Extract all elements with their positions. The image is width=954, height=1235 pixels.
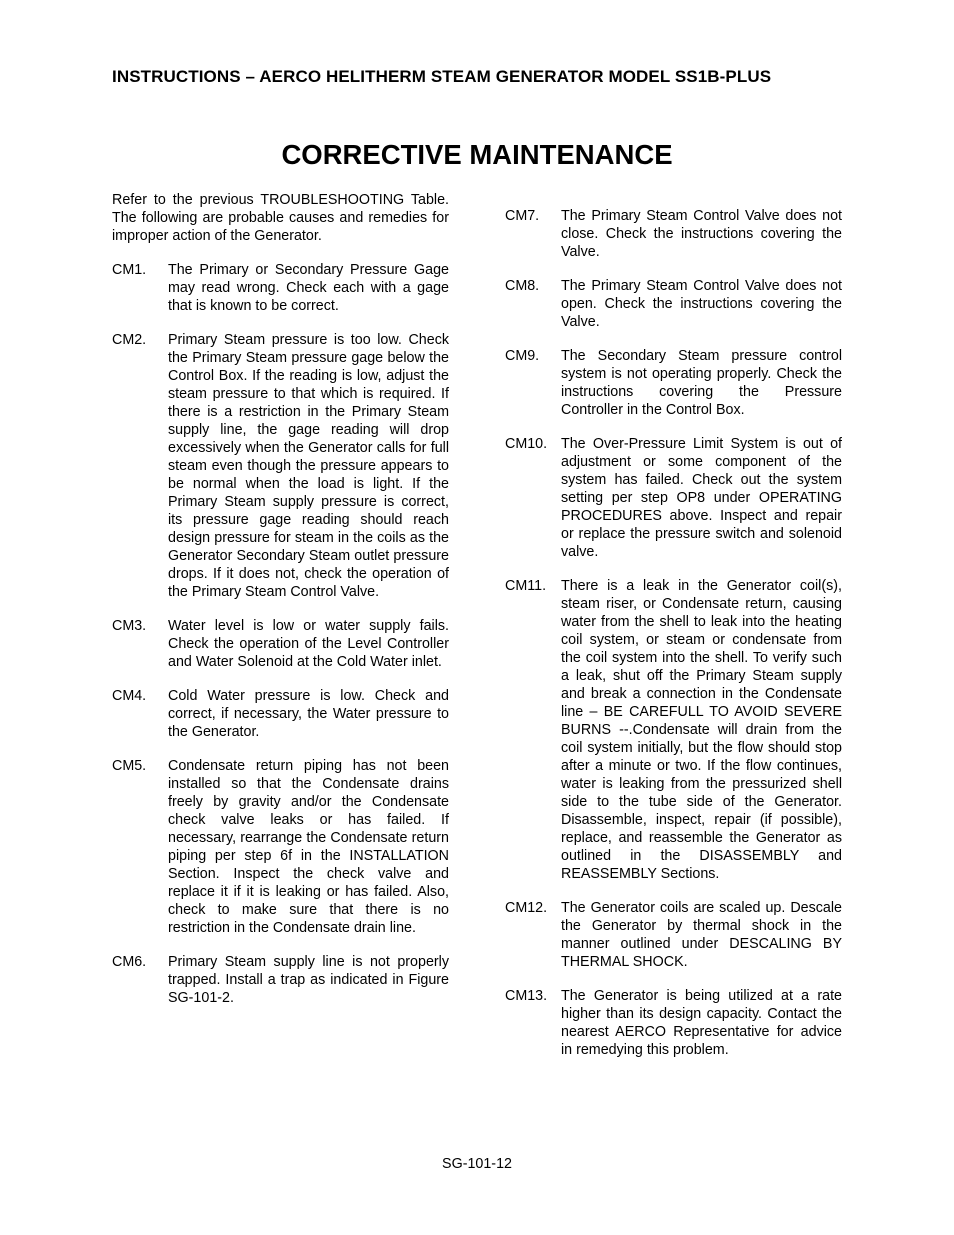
- maintenance-item: [112, 617, 449, 671]
- maintenance-item: [505, 207, 842, 261]
- maintenance-item: [505, 347, 842, 419]
- item-code: CM10.: [505, 436, 548, 452]
- item-text: The Generator coils are scaled up. Descale the Generator by thermal shock in the manner outlined under DESCALING BY THERMAL SHOCK.: [561, 900, 842, 970]
- maintenance-item: [505, 277, 842, 331]
- left-column: [112, 191, 449, 1023]
- item-code: CM7.: [505, 208, 540, 224]
- item-text: Water level is low or water supply fails. Check the operation of the Level Controller and Water Solenoid at the Cold Water inlet.: [168, 618, 449, 670]
- maintenance-item: [112, 687, 449, 741]
- maintenance-item: [112, 757, 449, 937]
- item-code: CM12.: [505, 900, 548, 916]
- item-text: Primary Steam pressure is too low. Check the Primary Steam pressure gage below the Control Box. If the reading is low, adjust the steam pressure to that which is required. If there is a restriction in the Primary Steam supply line, the gage reading will drop excessively when the Generator calls for full steam even though the pressure appears to be normal when the load is light. If the Primary Steam supply pressure is correct, its pressure gage reading should reach design pressure for steam in the coils as the Generator Secondary Steam outlet pressure drops. If it does not, check the operation of the Primary Steam Control Valve.: [168, 332, 449, 600]
- maintenance-item: [505, 577, 842, 883]
- maintenance-item: [505, 435, 842, 561]
- item-code: CM13.: [505, 988, 548, 1004]
- item-text: The Generator is being utilized at a rate higher than its design capacity. Contact the nearest AERCO Representative for advice in remedying this problem.: [561, 988, 842, 1058]
- page-number: SG-101-12: [442, 1156, 512, 1172]
- right-column: [505, 207, 842, 1075]
- maintenance-item: [112, 261, 449, 315]
- item-code: CM11.: [505, 578, 547, 594]
- item-code: CM4.: [112, 688, 147, 704]
- item-code: CM8.: [505, 278, 540, 294]
- item-text: The Primary Steam Control Valve does not close. Check the instructions covering the Valve.: [561, 208, 842, 260]
- item-text: Condensate return piping has not been installed so that the Condensate drains freely by gravity and/or the Condensate check valve leaks or has failed. If necessary, rearrange the Condensate return piping per step 6f in the INSTALLATION Section. Inspect the check valve and replace it if it is leaking or has failed. Also, check to make sure that there is no restriction in the Condensate drain line.: [168, 758, 449, 936]
- item-text: Cold Water pressure is low. Check and correct, if necessary, the Water pressure to the Generator.: [168, 688, 449, 740]
- item-text: The Primary or Secondary Pressure Gage may read wrong. Check each with a gage that is known to be correct.: [168, 262, 449, 314]
- item-code: CM9.: [505, 348, 540, 364]
- maintenance-item: [112, 331, 449, 601]
- maintenance-item: [505, 899, 842, 971]
- item-code: CM1.: [112, 262, 147, 278]
- maintenance-item: [112, 953, 449, 1007]
- page-title: CORRECTIVE MAINTENANCE: [281, 139, 673, 170]
- item-code: CM6.: [112, 954, 147, 970]
- item-code: CM3.: [112, 618, 147, 634]
- item-code: CM2.: [112, 332, 147, 348]
- item-text: Primary Steam supply line is not properly trapped. Install a trap as indicated in Figure SG-101-2.: [168, 954, 449, 1006]
- item-text: The Over-Pressure Limit System is out of adjustment or some component of the system has failed. Check out the system setting per step OP8 under OPERATING PROCEDURES above. Inspect and repair or replace the pressure switch and solenoid valve.: [561, 436, 842, 560]
- item-code: CM5.: [112, 758, 147, 774]
- item-text: There is a leak in the Generator coil(s), steam riser, or Condensate return, causing water from the shell to leak into the heating coil system, or steam or condensate from the coil system into the shell. To verify such a leak, shut off the Primary Steam supply and break a connection in the Condensate line – BE CAREFULL TO AVOID SEVERE BURNS --.Condensate will drain from the coil system initially, but the flow should stop after a minute or two. If the flow continues, water is leaking from the pressurized shell side to the tube side of the Generator. Disassemble, inspect, repair (if possible), replace, and reassemble the Generator as outlined in the DISASSEMBLY and REASSEMBLY Sections.: [561, 578, 842, 882]
- item-text: The Primary Steam Control Valve does not open. Check the instructions covering the Valve.: [561, 278, 842, 330]
- running-header: INSTRUCTIONS – AERCO HELITHERM STEAM GENERATOR MODEL SS1B-PLUS: [112, 67, 772, 86]
- maintenance-item: [505, 987, 842, 1059]
- intro-paragraph: Refer to the previous TROUBLESHOOTING Table. The following are probable causes and remedies for improper action of the Generator.: [112, 192, 449, 244]
- item-text: The Secondary Steam pressure control system is not operating properly. Check the instructions covering the Pressure Controller in the Control Box.: [561, 348, 842, 418]
